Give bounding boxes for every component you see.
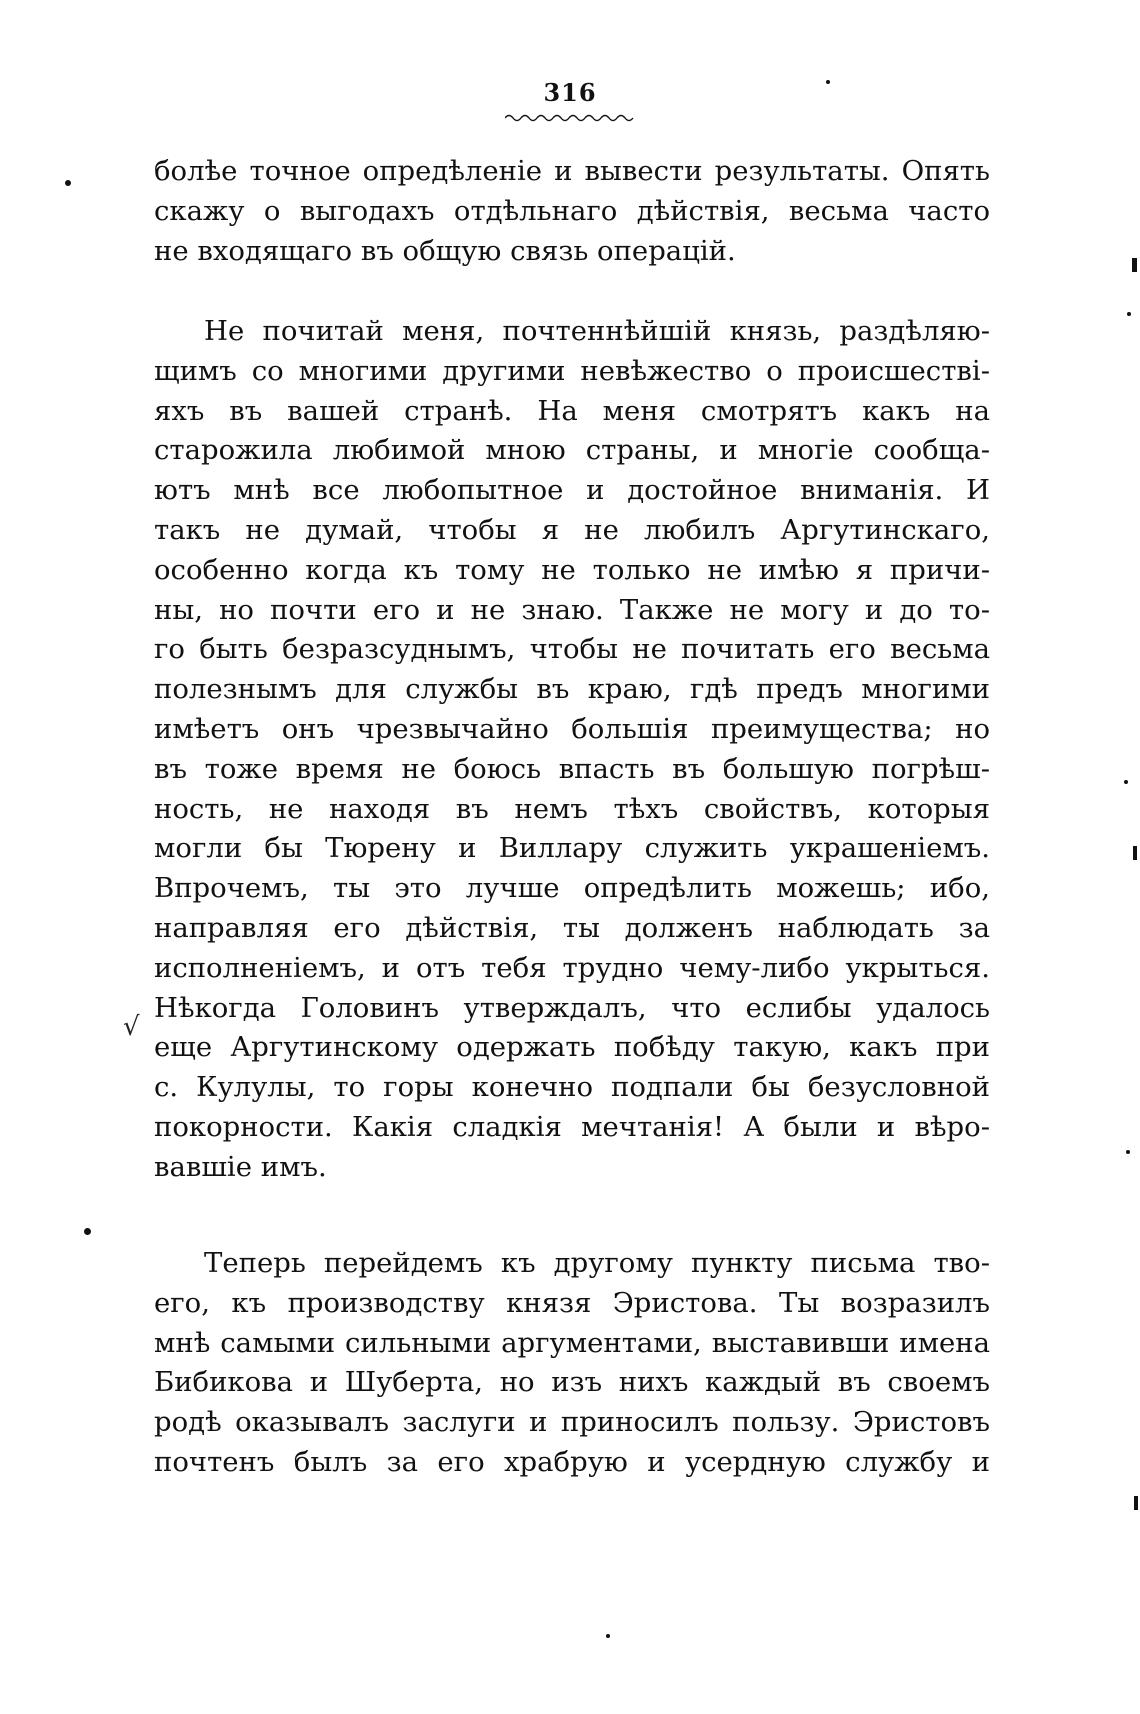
text-line: ны, но почти его и не знаю. Также не могу и до то- — [154, 593, 990, 626]
text-line: ютъ мнѣ все любопытное и достойное вниманія. И — [154, 474, 990, 507]
text-line: въ тоже время не боюсь впасть въ большую погрѣш- — [154, 752, 990, 785]
scan-speck — [826, 80, 830, 84]
text-line: Не почитай меня, почтеннѣйшій князь, раздѣляю- — [204, 315, 990, 347]
scan-edge-mark — [1132, 258, 1137, 272]
text-line: Впрочемъ, ты это лучше опредѣлить можешь; ибо, — [154, 872, 990, 905]
text-line: вавшіе имъ. — [154, 1150, 327, 1183]
text-line: го быть безразсуднымъ, чтобы не почитать его весьма — [154, 633, 990, 666]
wavy-rule-ornament — [505, 113, 635, 123]
text-line: еще Аргутинскому одержать побѣду такую, какъ при — [154, 1031, 990, 1064]
scan-edge-mark — [1134, 1496, 1138, 1510]
text-line: почтенъ былъ за его храбрую и усердную службу и — [154, 1445, 990, 1478]
paragraph-3 — [154, 1244, 990, 1483]
scan-speck — [1127, 312, 1131, 316]
text-line: Нѣкогда Головинъ утверждалъ, что еслибы удалось — [154, 991, 990, 1024]
text-line: родѣ оказывалъ заслуги и приносилъ пользу. Эристовъ — [154, 1406, 990, 1439]
text-line: Теперь перейдемъ къ другому пункту письма тво- — [204, 1247, 990, 1279]
page-header — [0, 78, 1140, 123]
paragraph-1 — [154, 152, 990, 271]
text-line: Бибикова и Шуберта, но изъ нихъ каждый въ своемъ — [154, 1366, 990, 1399]
text-line: исполненіемъ, и отъ тебя трудно чему-либо укрыться. — [154, 951, 990, 984]
text-line: такъ не думай, чтобы я не любилъ Аргутинскаго, — [154, 513, 990, 546]
page-number: 316 — [543, 78, 597, 107]
text-line: ность, не находя въ немъ тѣхъ свойствъ, которыя — [154, 792, 990, 825]
text-line: скажу о выгодахъ отдѣльнаго дѣйствія, весьма часто — [154, 194, 990, 227]
text-line: направляя его дѣйствія, ты долженъ наблюдать за — [154, 911, 990, 944]
paragraph-2 — [154, 312, 990, 1188]
scan-speck — [606, 1634, 610, 1638]
scan-speck — [1124, 780, 1128, 784]
text-line: щимъ со многими другими невѣжество о происшестві- — [154, 354, 990, 387]
scan-speck — [84, 1228, 91, 1235]
text-line: могли бы Тюрену и Виллару служить украшеніемъ. — [154, 832, 990, 865]
text-line: полезнымъ для службы въ краю, гдѣ предъ многими — [154, 673, 990, 706]
margin-checkmark: √ — [123, 1012, 140, 1042]
text-line: покорности. Какія сладкія мечтанія! А были и вѣро- — [154, 1110, 990, 1143]
text-line: мнѣ самыми сильными аргументами, выставивши имена — [154, 1326, 990, 1359]
text-line: с. Кулулы, то горы конечно подпали бы безусловной — [154, 1071, 990, 1104]
scan-speck — [65, 180, 71, 186]
text-line: его, къ производству князя Эристова. Ты возразилъ — [154, 1286, 990, 1319]
scan-speck — [1126, 1150, 1130, 1154]
text-line: яхъ въ вашей странѣ. На меня смотрятъ какъ на — [154, 394, 990, 427]
text-line: имѣетъ онъ чрезвычайно большія преимущества; но — [154, 712, 990, 745]
scan-edge-mark — [1133, 846, 1137, 860]
text-line: старожила любимой мною страны, и многіе сообща- — [154, 434, 990, 467]
text-line: болѣе точное опредѣленіе и вывести результаты. Опять — [154, 155, 990, 187]
text-line: особенно когда къ тому не только не имѣю я причи- — [154, 553, 990, 586]
text-line: не входящаго въ общую связь операцій. — [154, 234, 736, 267]
